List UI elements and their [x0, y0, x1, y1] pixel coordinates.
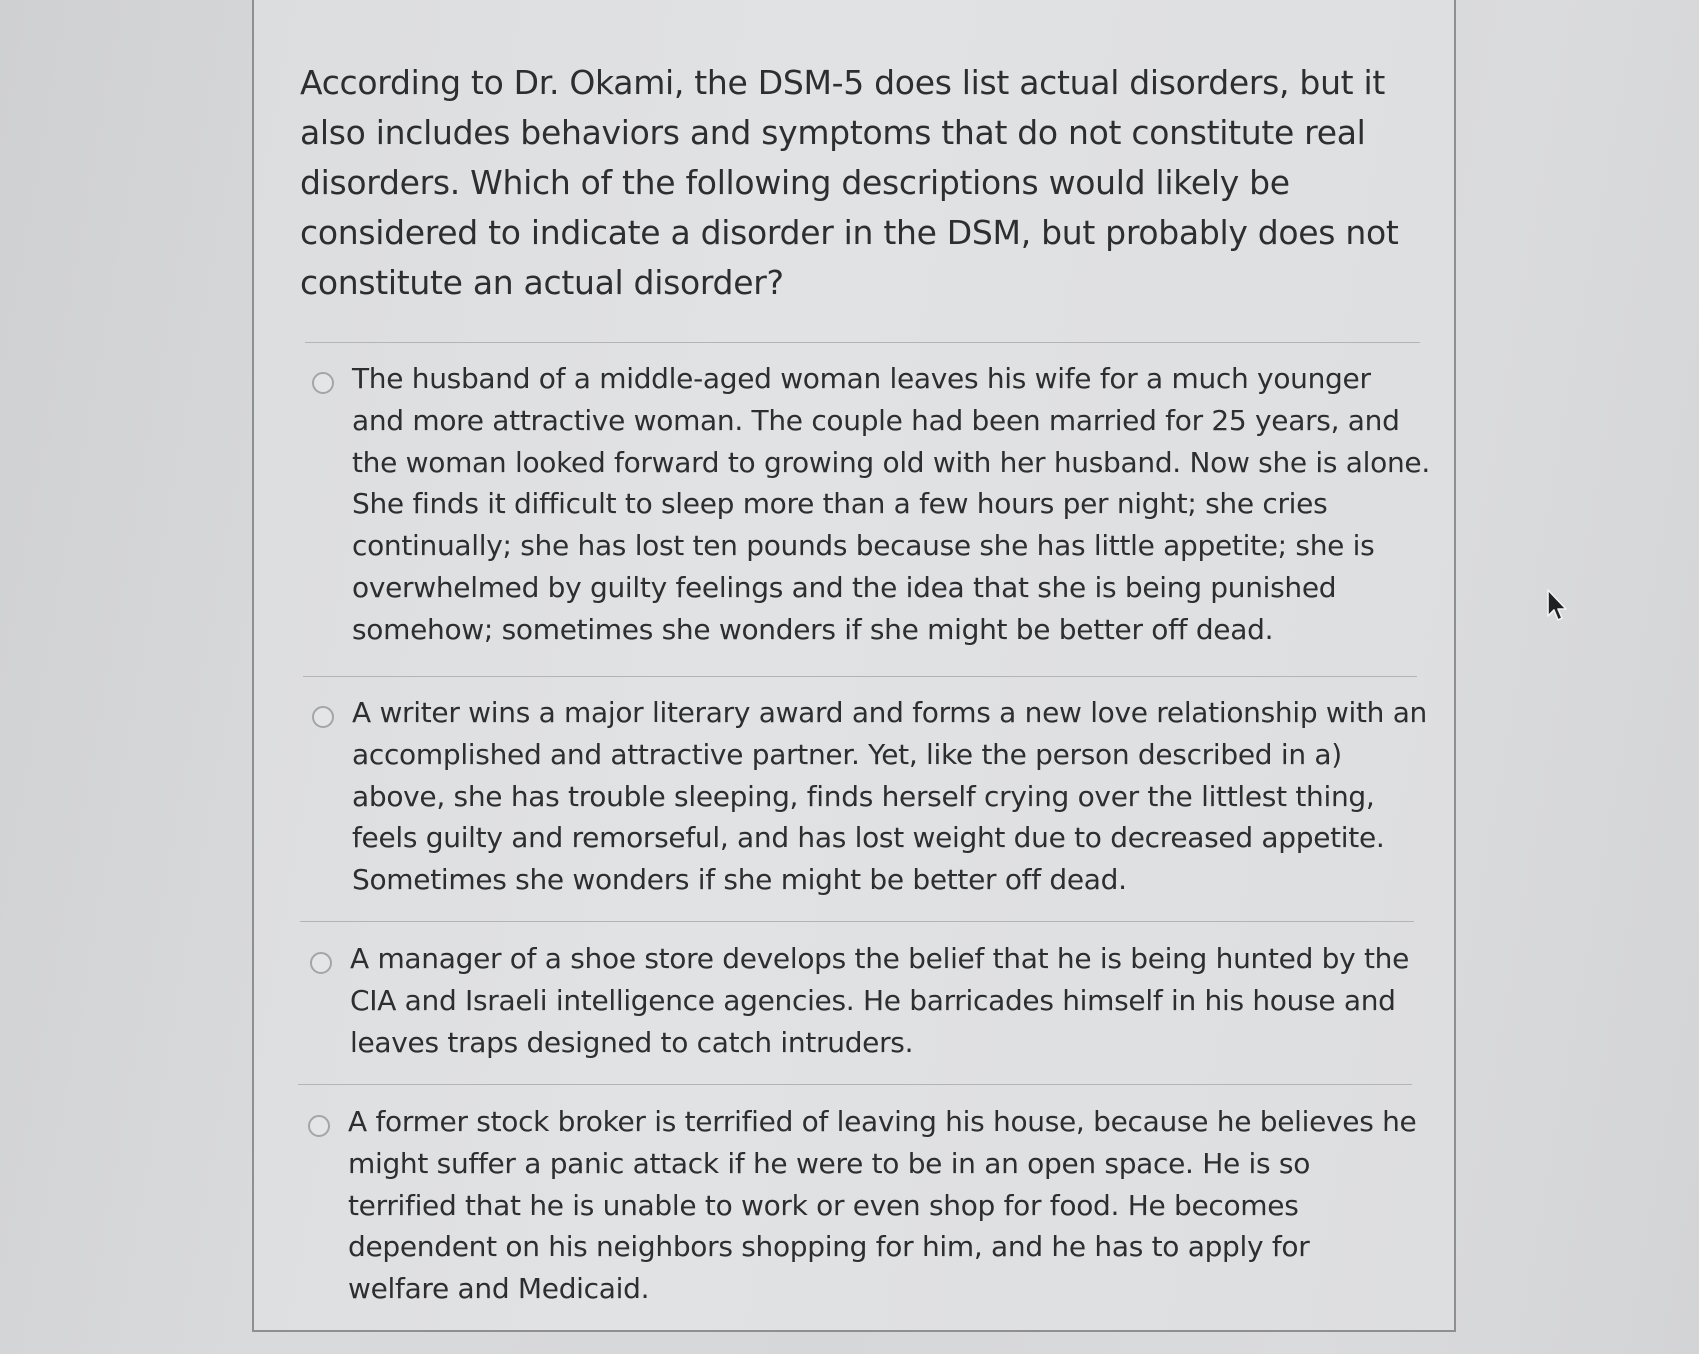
radio-button-option-2[interactable] [312, 706, 334, 728]
divider [305, 342, 1420, 343]
answer-option-1[interactable] [312, 358, 1430, 651]
radio-button-option-3[interactable] [310, 952, 332, 974]
option-4-text: A former stock broker is terrified of leaving his house, because he believes he might suffer a panic attack if he were to be in an open space. He is so terrified that he is unable to work or even shop for food. He becomes dependent on his neighbors shopping for him, and he has to apply for welfare and Medicaid. [348, 1105, 1417, 1306]
option-1-text: The husband of a middle-aged woman leaves his wife for a much younger and more attractive woman. The couple had been married for 25 years, and the woman looked forward to growing old with her husband. Now she is alone. She finds it difficult to sleep more than a few hours per night; she cries continually; she has lost ten pounds because she has little appetite; she is overwhelmed by guilty feelings and the idea that she is being punished somehow; sometimes she wonders if she might be better off dead. [352, 362, 1430, 646]
answer-option-3[interactable] [310, 938, 1420, 1063]
option-2-text: A writer wins a major literary award and forms a new love relationship with an accomplished and attractive partner. Yet, like the person described in a) above, she has trouble sleeping, finds herself crying over the littlest thing, feels guilty and remorseful, and has lost weight due to decreased appetite. Sometimes she wonders if she might be better off dead. [352, 696, 1427, 897]
mouse-pointer-icon [1545, 588, 1569, 624]
answer-option-2[interactable] [312, 692, 1432, 901]
radio-button-option-4[interactable] [308, 1115, 330, 1137]
option-3-text: A manager of a shoe store develops the belief that he is being hunted by the CIA and Israeli intelligence agencies. He barricades himself in his house and leaves traps designed to catch intruders. [350, 942, 1410, 1059]
divider [298, 1084, 1412, 1085]
answer-option-4[interactable] [308, 1101, 1418, 1310]
divider [300, 921, 1414, 922]
divider [303, 676, 1417, 677]
radio-button-option-1[interactable] [312, 372, 334, 394]
question-text: According to Dr. Okami, the DSM-5 does list actual disorders, but it also includes behaviors and symptoms that do not constitute real disorders. Which of the following descriptions would likely be considered to indicate a disorder in the DSM, but probably does not constitute an actual disorder? [300, 63, 1399, 302]
